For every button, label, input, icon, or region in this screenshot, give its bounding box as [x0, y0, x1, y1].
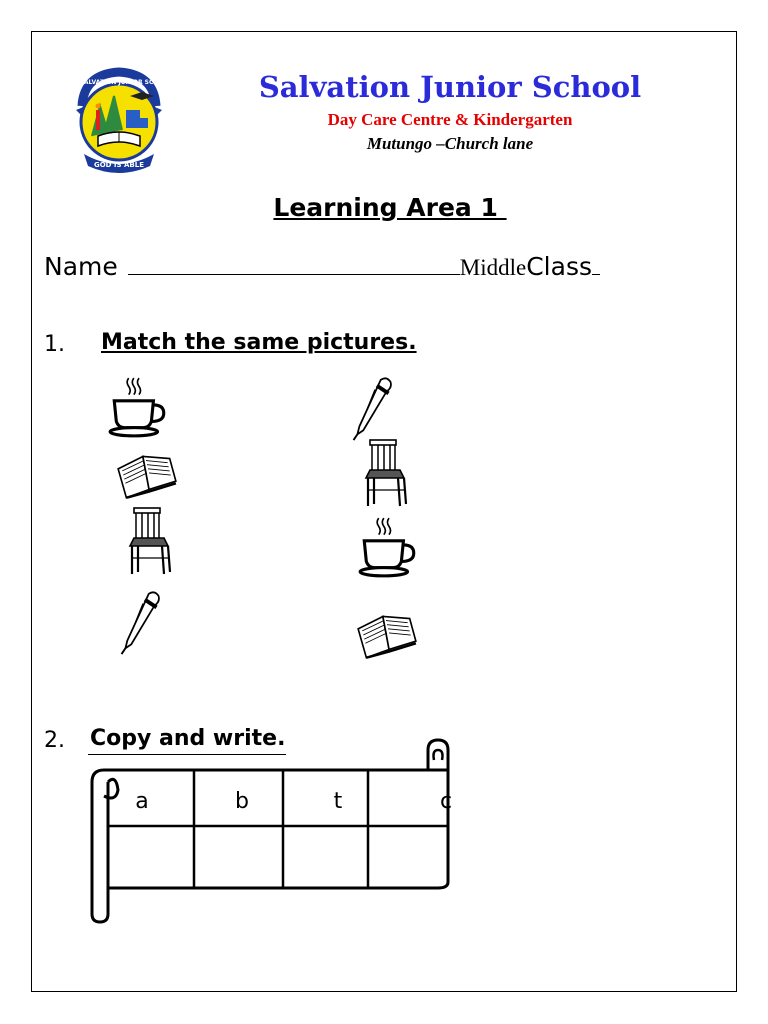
pen-icon[interactable]	[114, 588, 166, 656]
letter-t: t	[333, 789, 343, 814]
question-1-title: Match the same pictures.	[101, 330, 417, 355]
school-name: Salvation Junior School	[258, 70, 642, 104]
name-class-row	[44, 250, 600, 281]
letter-b: b	[235, 789, 249, 814]
name-blank-line[interactable]	[128, 250, 460, 275]
name-label: Name	[44, 252, 118, 281]
copy-scroll	[86, 736, 458, 924]
class-level: Middle	[459, 255, 527, 280]
cup-icon[interactable]	[358, 514, 420, 580]
school-subtitle: Day Care Centre & Kindergarten	[327, 110, 573, 129]
cup-icon[interactable]	[108, 374, 170, 440]
question-2-title: Copy and write.	[90, 726, 286, 751]
pen-icon[interactable]	[346, 374, 398, 442]
chair-icon[interactable]	[122, 506, 176, 576]
logo-motto: GOD IS ABLE	[93, 161, 145, 169]
chair-icon[interactable]	[358, 438, 412, 508]
school-address: Mutungo –Church lane	[366, 134, 534, 153]
class-label: Class	[526, 252, 592, 281]
school-logo	[70, 66, 168, 176]
letter-a: a	[135, 789, 149, 814]
book-icon[interactable]	[114, 448, 180, 500]
letter-c: c	[439, 789, 453, 814]
class-blank-line[interactable]	[592, 250, 600, 275]
book-icon[interactable]	[354, 608, 420, 660]
worksheet-title: Learning Area 1	[273, 193, 507, 222]
logo-banner-text: SALVATION JUNIOR SCH	[79, 79, 159, 86]
question-1-number: 1.	[44, 332, 65, 357]
question-2-number: 2.	[44, 728, 65, 753]
